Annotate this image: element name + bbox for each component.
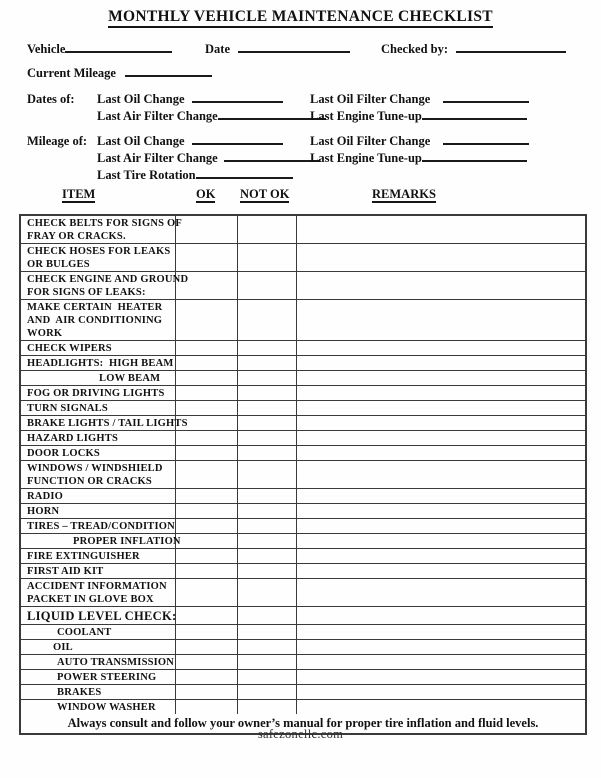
ok-cell (176, 446, 238, 460)
not-ok-cell (238, 446, 297, 460)
item-cell: RADIO (21, 489, 176, 503)
vehicle-blank-line (65, 42, 172, 53)
not-ok-cell (238, 244, 297, 271)
column-header-item: ITEM (62, 187, 96, 201)
date-blank-line (238, 42, 350, 53)
not-ok-cell (238, 549, 297, 563)
remarks-cell (297, 356, 585, 370)
dates-of-label: Dates of: (27, 92, 75, 106)
ok-cell (176, 431, 238, 445)
ok-cell (176, 579, 238, 606)
table-row (21, 371, 585, 386)
remarks-cell (297, 685, 585, 699)
current-mileage-blank-line (125, 66, 212, 77)
dates-last-oil-filter-field (310, 92, 529, 107)
item-cell: LIQUID LEVEL CHECK: (21, 607, 176, 624)
ok-cell (176, 655, 238, 669)
dates-last-engine-tuneup-field (310, 109, 527, 124)
mileage-last-tire-rotation-label: Last Tire Rotation (97, 168, 196, 182)
not-ok-cell (238, 300, 297, 340)
item-cell: HAZARD LIGHTS (21, 431, 176, 445)
not-ok-cell (238, 607, 297, 624)
ok-cell (176, 244, 238, 271)
item-cell: PROPER INFLATION (21, 534, 176, 548)
table-row (21, 272, 585, 300)
checked-by-label: Checked by: (381, 42, 449, 56)
table-row (21, 579, 585, 607)
checked-by-field (381, 42, 566, 57)
remarks-cell (297, 670, 585, 684)
remarks-cell (297, 341, 585, 355)
ok-cell (176, 272, 238, 299)
checklist-table (19, 214, 587, 735)
item-cell: FIRST AID KIT (21, 564, 176, 578)
not-ok-cell (238, 685, 297, 699)
ok-cell (176, 607, 238, 624)
table-row (21, 655, 585, 670)
remarks-cell (297, 700, 585, 714)
item-cell: TURN SIGNALS (21, 401, 176, 415)
ok-cell (176, 401, 238, 415)
blank-line (224, 151, 320, 162)
column-header-not-ok: NOT OK (240, 187, 290, 201)
table-row (21, 640, 585, 655)
ok-cell (176, 670, 238, 684)
date-field (205, 42, 350, 57)
item-cell: AUTO TRANSMISSION (21, 655, 176, 669)
ok-cell (176, 685, 238, 699)
remarks-cell (297, 216, 585, 243)
table-row (21, 564, 585, 579)
mileage-last-engine-tuneup-field (310, 151, 527, 166)
page-title: MONTHLY VEHICLE MAINTENANCE CHECKLIST (0, 8, 601, 26)
not-ok-cell (238, 564, 297, 578)
not-ok-cell (238, 461, 297, 488)
blank-line (443, 134, 529, 145)
ok-cell (176, 519, 238, 533)
not-ok-cell (238, 272, 297, 299)
remarks-cell (297, 625, 585, 639)
date-label: Date (205, 42, 230, 56)
remarks-cell (297, 416, 585, 430)
ok-cell (176, 386, 238, 400)
vehicle-label: Vehicle (27, 42, 66, 56)
mileage-last-tire-rotation-field (97, 168, 293, 183)
not-ok-cell (238, 534, 297, 548)
not-ok-cell (238, 401, 297, 415)
column-header-ok: OK (196, 187, 216, 201)
table-footer-note: Always consult and follow your owner’s manual for proper tire inflation and fluid levels. (67, 716, 539, 730)
vehicle-field (27, 42, 172, 57)
item-cell: HORN (21, 504, 176, 518)
table-row (21, 431, 585, 446)
dates-last-oil-change-field (97, 92, 283, 107)
table-row (21, 461, 585, 489)
item-cell: ACCIDENT INFORMATION PACKET IN GLOVE BOX (21, 579, 176, 606)
not-ok-cell (238, 625, 297, 639)
remarks-cell (297, 371, 585, 385)
not-ok-cell (238, 640, 297, 654)
table-row (21, 519, 585, 534)
table-row (21, 607, 585, 625)
mileage-last-air-filter-label: Last Air Filter Change (97, 151, 218, 165)
item-cell: POWER STEERING (21, 670, 176, 684)
item-cell: TIRES – TREAD/CONDITION (21, 519, 176, 533)
remarks-cell (297, 401, 585, 415)
blank-line (443, 92, 529, 103)
table-row (21, 700, 585, 714)
checked-by-blank-line (456, 42, 566, 53)
item-cell: HEADLIGHTS: HIGH BEAM (21, 356, 176, 370)
remarks-cell (297, 446, 585, 460)
blank-line (192, 134, 283, 145)
table-row (21, 401, 585, 416)
table-row (21, 504, 585, 519)
not-ok-cell (238, 504, 297, 518)
ok-cell (176, 216, 238, 243)
ok-cell (176, 564, 238, 578)
mileage-last-oil-filter-field (310, 134, 529, 149)
mileage-last-air-filter-field (97, 151, 320, 166)
remarks-cell (297, 564, 585, 578)
ok-cell (176, 534, 238, 548)
ok-cell (176, 356, 238, 370)
not-ok-cell (238, 386, 297, 400)
table-row (21, 685, 585, 700)
remarks-cell (297, 300, 585, 340)
remarks-cell (297, 489, 585, 503)
remarks-cell (297, 607, 585, 624)
website-credit: safezonellc.com (257, 727, 344, 741)
ok-cell (176, 341, 238, 355)
table-row (21, 341, 585, 356)
not-ok-cell (238, 489, 297, 503)
item-cell: BRAKES (21, 685, 176, 699)
item-cell: MAKE CERTAIN HEATER AND AIR CONDITIONING WORK (21, 300, 176, 340)
not-ok-cell (238, 371, 297, 385)
remarks-cell (297, 431, 585, 445)
item-cell: FIRE EXTINGUISHER (21, 549, 176, 563)
not-ok-cell (238, 579, 297, 606)
remarks-cell (297, 534, 585, 548)
item-cell: WINDOW WASHER (21, 700, 176, 714)
item-cell: OIL (21, 640, 176, 654)
table-row (21, 416, 585, 431)
item-cell: CHECK BELTS FOR SIGNS OF FRAY OR CRACKS. (21, 216, 176, 243)
remarks-cell (297, 272, 585, 299)
blank-line (422, 109, 527, 120)
ok-cell (176, 461, 238, 488)
table-row (21, 549, 585, 564)
item-cell: FOG OR DRIVING LIGHTS (21, 386, 176, 400)
item-cell: CHECK WIPERS (21, 341, 176, 355)
ok-cell (176, 416, 238, 430)
ok-cell (176, 549, 238, 563)
mileage-last-oil-change-label: Last Oil Change (97, 134, 185, 148)
ok-cell (176, 371, 238, 385)
mileage-last-oil-change-field (97, 134, 283, 149)
not-ok-cell (238, 416, 297, 430)
table-row (21, 534, 585, 549)
remarks-cell (297, 244, 585, 271)
not-ok-cell (238, 341, 297, 355)
item-cell: WINDOWS / WINDSHIELD FUNCTION OR CRACKS (21, 461, 176, 488)
ok-cell (176, 489, 238, 503)
ok-cell (176, 300, 238, 340)
current-mileage-field (27, 66, 212, 81)
not-ok-cell (238, 216, 297, 243)
item-cell: COOLANT (21, 625, 176, 639)
blank-line (422, 151, 527, 162)
remarks-cell (297, 386, 585, 400)
item-cell: BRAKE LIGHTS / TAIL LIGHTS (21, 416, 176, 430)
table-row (21, 356, 585, 371)
remarks-cell (297, 461, 585, 488)
table-row (21, 244, 585, 272)
dates-last-engine-tuneup-label: Last Engine Tune-up (310, 109, 422, 123)
mileage-last-oil-filter-label: Last Oil Filter Change (310, 134, 431, 148)
table-row (21, 216, 585, 244)
remarks-cell (297, 579, 585, 606)
blank-line (196, 168, 293, 179)
item-cell: DOOR LOCKS (21, 446, 176, 460)
table-row (21, 386, 585, 401)
not-ok-cell (238, 670, 297, 684)
dates-last-air-filter-label: Last Air Filter Change (97, 109, 218, 123)
mileage-of-label: Mileage of: (27, 134, 88, 148)
dates-last-oil-change-label: Last Oil Change (97, 92, 185, 106)
ok-cell (176, 504, 238, 518)
not-ok-cell (238, 356, 297, 370)
remarks-cell (297, 549, 585, 563)
ok-cell (176, 700, 238, 714)
table-row (21, 670, 585, 685)
table-row (21, 300, 585, 341)
table-row (21, 625, 585, 640)
item-cell: LOW BEAM (21, 371, 176, 385)
not-ok-cell (238, 431, 297, 445)
blank-line (192, 92, 283, 103)
dates-last-oil-filter-label: Last Oil Filter Change (310, 92, 431, 106)
current-mileage-label: Current Mileage (27, 66, 116, 80)
remarks-cell (297, 655, 585, 669)
ok-cell (176, 625, 238, 639)
remarks-cell (297, 504, 585, 518)
remarks-cell (297, 640, 585, 654)
item-cell: CHECK HOSES FOR LEAKS OR BULGES (21, 244, 176, 271)
not-ok-cell (238, 700, 297, 714)
table-row (21, 446, 585, 461)
remarks-cell (297, 519, 585, 533)
dates-last-air-filter-field (97, 109, 326, 124)
not-ok-cell (238, 519, 297, 533)
ok-cell (176, 640, 238, 654)
mileage-last-engine-tuneup-label: Last Engine Tune-up (310, 151, 422, 165)
table-row (21, 489, 585, 504)
item-cell: CHECK ENGINE AND GROUND FOR SIGNS OF LEAKS: (21, 272, 176, 299)
not-ok-cell (238, 655, 297, 669)
checklist-table-body (21, 216, 585, 714)
column-header-remarks: REMARKS (372, 187, 436, 201)
